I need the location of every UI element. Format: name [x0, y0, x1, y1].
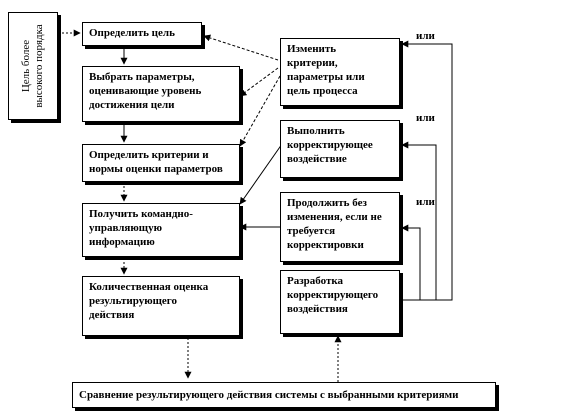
step-select-parameters: Выбрать параметры, оценивающие уровень достижения цели: [82, 66, 240, 122]
arrow-change-to-s3: [240, 76, 280, 146]
compare-result-box: Сравнение результирующего действия системы с выбранными критериями: [72, 382, 496, 408]
loop-develop-to-execute: [400, 145, 436, 300]
higher-order-goal-label: Цель более высокого порядка: [20, 24, 45, 108]
higher-order-goal-box: [8, 12, 58, 120]
action-change-criteria: Изменить критерии, параметры или цель процесса: [280, 38, 400, 106]
loop-develop-to-continue: [400, 228, 420, 300]
or-label-2: или: [416, 112, 435, 124]
step-get-command-info: Получить командно- управляющую информацию: [82, 203, 240, 257]
loop-develop-to-change: [400, 44, 452, 300]
arrow-change-to-s1: [204, 36, 278, 60]
step-define-goal: Определить цель: [82, 22, 202, 46]
arrow-execute-to-s4: [240, 144, 282, 204]
arrow-change-to-s2: [240, 68, 278, 96]
step-define-criteria: Определить критерии и нормы оценки параметров: [82, 144, 240, 182]
action-develop-correction: Разработка корректирующего воздействия: [280, 270, 400, 334]
or-label-1: или: [416, 30, 435, 42]
step-quantitative-evaluation: Количественная оценка результирующего действия: [82, 276, 240, 336]
or-label-3: или: [416, 196, 435, 208]
action-execute-correction: Выполнить корректирующее воздействие: [280, 120, 400, 178]
action-continue-unchanged: Продолжить без изменения, если не требуется корректировки: [280, 192, 400, 262]
